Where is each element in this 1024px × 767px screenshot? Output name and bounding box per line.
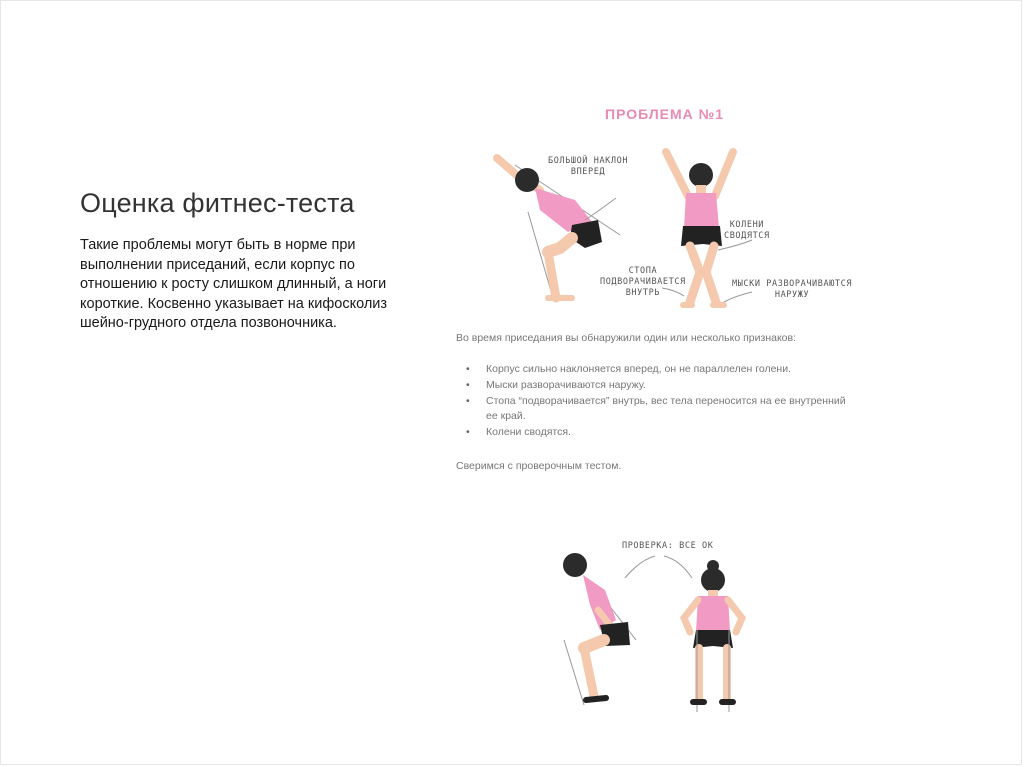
callout-toes-line1: МЫСКИ РАЗВОРАЧИВАЮТСЯ: [732, 279, 853, 289]
callout-knees-line1: КОЛЕНИ: [729, 220, 765, 230]
callout-foot-line2: ПОДВОРАЧИВАЕТСЯ: [600, 277, 686, 287]
problem-title: ПРОБЛЕМА №1: [605, 106, 725, 122]
callout-foot-line3: ВНУТРЬ: [625, 288, 661, 298]
sign-item: • Колени сводятся.: [466, 425, 846, 440]
callout-forward-lean-line1: БОЛЬШОЙ НАКЛОН: [548, 156, 629, 166]
arrow-right: [664, 556, 692, 578]
front-squat-figure-correct: [684, 560, 742, 712]
check-test-text: Сверимся с проверочным тестом.: [456, 460, 622, 472]
signs-intro: Во время приседания вы обнаружили один или несколько признаков:: [456, 332, 796, 344]
callout-knees-line2: СВОДЯТСЯ: [724, 231, 770, 241]
callout-toes-outward: [732, 279, 852, 301]
callout-foot-inward: [600, 266, 686, 299]
callout-foot-line1: СТОПА: [628, 266, 658, 276]
callout-forward-lean: [548, 156, 628, 178]
sign-item: • Стопа “подворачивается” внутрь, вес тела переносится на ее внутренний ее край.: [466, 394, 846, 424]
slide-body-text: Такие проблемы могут быть в норме при выполнении приседаний, если корпус по отношению к росту слишком длинный, а ноги короткие. Косвенно указывает на кифосколиз шейно-грудного отдела позвоночника.: [80, 237, 388, 331]
callout-toes-line2: НАРУЖУ: [774, 290, 810, 300]
signs-list: [466, 362, 846, 441]
callout-forward-lean-line2: ВПЕРЕД: [570, 167, 606, 177]
arrow-left: [625, 556, 655, 578]
callout-knees-inward: [724, 220, 770, 242]
sign-item: • Корпус сильно наклоняется вперед, он не параллелен голени.: [466, 362, 846, 377]
sign-item: • Мыски разворачиваются наружу.: [466, 378, 846, 393]
slide-title: Оценка фитнес-теста: [80, 188, 355, 218]
callout-check-ok: ПРОВЕРКА: ВСЕ ОК: [622, 541, 714, 551]
side-squat-figure-correct: [563, 553, 636, 705]
